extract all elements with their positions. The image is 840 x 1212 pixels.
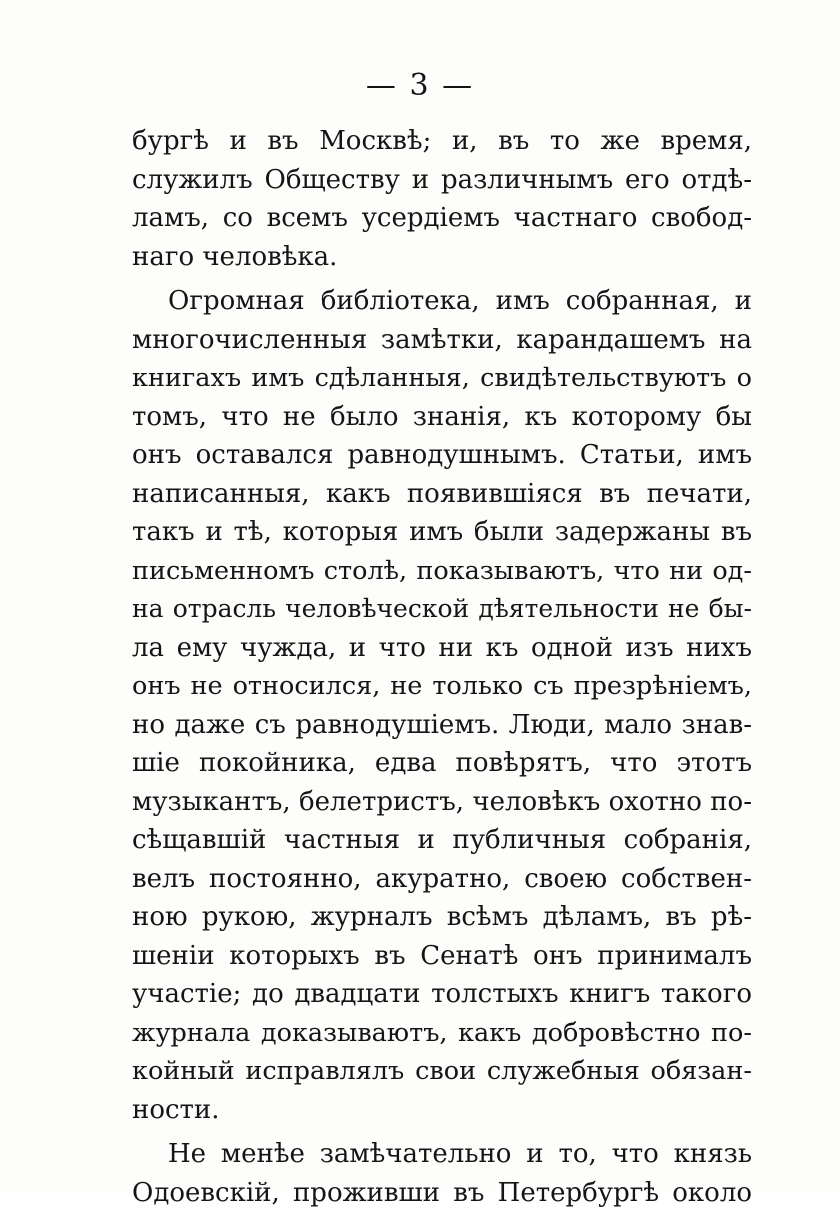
text-line: написанныя, какъ появившіяся въ печати, (132, 475, 752, 514)
text-line: шеніи которыхъ въ Сенатѣ онъ принималъ (132, 937, 752, 976)
text-line: томъ, что не было знанія, къ которому бы (132, 398, 752, 437)
text-line: онъ оставался равнодушнымъ. Статьи, имъ (132, 436, 752, 475)
text-line: наго человѣка. (132, 238, 752, 277)
text-line: участіе; до двадцати толстыхъ книгъ такого (132, 975, 752, 1014)
text-line: койный исправлялъ свои служебныя обязан- (132, 1052, 752, 1091)
text-line: шіе покойника, едва повѣрятъ, что этотъ (132, 744, 752, 783)
body-text (132, 122, 752, 1212)
text-line: Не менѣе замѣчательно и то, что князь (132, 1135, 752, 1174)
text-line: ламъ, со всемъ усердіемъ частнаго свобод- (132, 199, 752, 238)
text-line: сѣщавшій частныя и публичныя собранія, (132, 821, 752, 860)
text-line: служилъ Обществу и различнымъ его отдѣ- (132, 161, 752, 200)
paragraph-1 (132, 122, 752, 276)
paragraph-3 (132, 1135, 752, 1212)
text-line: онъ не относился, не только съ презрѣніемъ, (132, 667, 752, 706)
text-line: журнала доказываютъ, какъ добровѣстно по- (132, 1014, 752, 1053)
text-line: велъ постоянно, акуратно, своею собствен- (132, 860, 752, 899)
text-line: ла ему чужда, и что ни къ одной изъ нихъ (132, 629, 752, 668)
paragraph-2 (132, 282, 752, 1129)
text-line: бургѣ и въ Москвѣ; и, въ то же время, (132, 122, 752, 161)
text-line: ности. (132, 1091, 752, 1130)
page-number: — 3 — (0, 68, 840, 103)
text-line: письменномъ столѣ, показываютъ, что ни од- (132, 552, 752, 591)
text-line: на отрасль человѣческой дѣятельности не бы- (132, 590, 752, 629)
text-line: ною рукою, журналъ всѣмъ дѣламъ, въ рѣ- (132, 898, 752, 937)
text-line: книгахъ имъ сдѣланныя, свидѣтельствуютъ о (132, 359, 752, 398)
text-line: Одоевскій, проживши въ Петербургѣ около (132, 1174, 752, 1212)
text-line: но даже съ равнодушіемъ. Люди, мало знав- (132, 706, 752, 745)
text-line: музыкантъ, белетристъ, человѣкъ охотно по- (132, 783, 752, 822)
text-line: многочисленныя замѣтки, карандашемъ на (132, 321, 752, 360)
text-line: Огромная библіотека, имъ собранная, и (132, 282, 752, 321)
text-line: такъ и тѣ, которыя имъ были задержаны въ (132, 513, 752, 552)
